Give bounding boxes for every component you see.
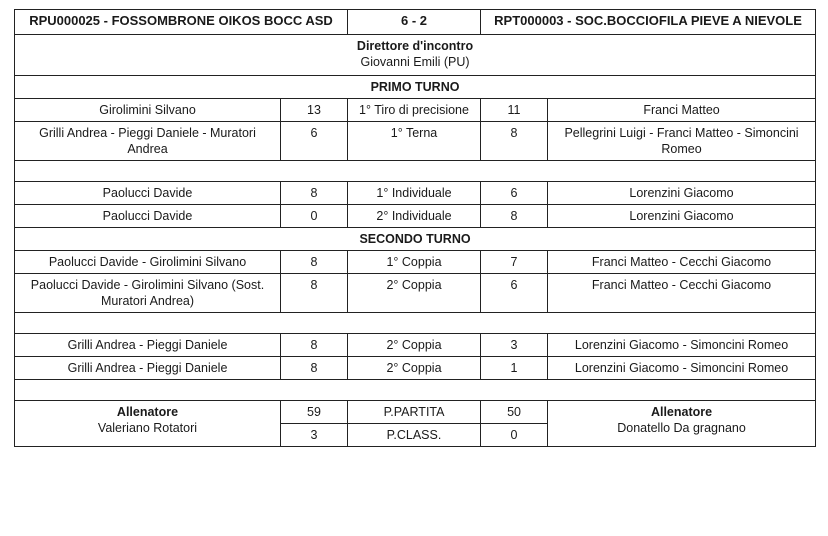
- spacer-cell: [15, 313, 816, 334]
- away-players: Lorenzini Giacomo - Simoncini Romeo: [548, 357, 816, 380]
- director-label: Direttore d'incontro: [356, 39, 474, 53]
- match-header-row: [15, 10, 816, 35]
- away-players: Franci Matteo: [548, 99, 816, 122]
- class-label: P.CLASS.: [348, 424, 481, 447]
- director-name: Giovanni Emili (PU): [360, 55, 470, 69]
- table-row: [15, 334, 816, 357]
- home-team-name: RPU000025 - FOSSOMBRONE OIKOS BOCC ASD: [15, 10, 348, 35]
- table-row: [15, 205, 816, 228]
- away-score: 11: [481, 99, 548, 122]
- game-type: 2° Coppia: [348, 274, 481, 313]
- away-players: Franci Matteo - Cecchi Giacomo: [548, 251, 816, 274]
- away-coach-cell: [548, 401, 816, 447]
- home-score: 6: [281, 122, 348, 161]
- match-score: 6 - 2: [348, 10, 481, 35]
- away-score: 8: [481, 205, 548, 228]
- away-score: 3: [481, 334, 548, 357]
- away-team-name: RPT000003 - SOC.BOCCIOFILA PIEVE A NIEVOLE: [481, 10, 816, 35]
- footer-row-partita: [15, 401, 816, 424]
- away-class-points: 0: [481, 424, 548, 447]
- section-row: [15, 228, 816, 251]
- table-row: [15, 122, 816, 161]
- away-players: Franci Matteo - Cecchi Giacomo: [548, 274, 816, 313]
- spacer-row: [15, 161, 816, 182]
- home-score: 8: [281, 357, 348, 380]
- game-type: 1° Individuale: [348, 182, 481, 205]
- spacer-row: [15, 313, 816, 334]
- director-cell: [15, 35, 816, 76]
- match-report-table: [14, 9, 816, 447]
- home-coach-label: Allenatore: [116, 405, 179, 419]
- home-score: 8: [281, 334, 348, 357]
- table-row: [15, 251, 816, 274]
- section-title-second-turn: SECONDO TURNO: [15, 228, 816, 251]
- home-players: Girolimini Silvano: [15, 99, 281, 122]
- away-score: 8: [481, 122, 548, 161]
- game-type: 1° Coppia: [348, 251, 481, 274]
- away-coach-label: Allenatore: [650, 405, 713, 419]
- table-row: [15, 99, 816, 122]
- away-score: 7: [481, 251, 548, 274]
- home-score: 0: [281, 205, 348, 228]
- director-row: [15, 35, 816, 76]
- away-players: Pellegrini Luigi - Franci Matteo - Simoncini Romeo: [548, 122, 816, 161]
- away-partita-points: 50: [481, 401, 548, 424]
- away-score: 1: [481, 357, 548, 380]
- home-players: Grilli Andrea - Pieggi Daniele: [15, 334, 281, 357]
- home-score: 13: [281, 99, 348, 122]
- away-score: 6: [481, 274, 548, 313]
- home-partita-points: 59: [281, 401, 348, 424]
- away-coach-name: Donatello Da gragnano: [617, 421, 746, 435]
- spacer-row: [15, 380, 816, 401]
- home-coach-name: Valeriano Rotatori: [97, 421, 198, 435]
- away-players: Lorenzini Giacomo - Simoncini Romeo: [548, 334, 816, 357]
- game-type: 1° Tiro di precisione: [348, 99, 481, 122]
- home-players: Grilli Andrea - Pieggi Daniele: [15, 357, 281, 380]
- table-row: [15, 182, 816, 205]
- section-title-first-turn: PRIMO TURNO: [15, 76, 816, 99]
- home-score: 8: [281, 251, 348, 274]
- table-row: [15, 357, 816, 380]
- home-players: Paolucci Davide: [15, 182, 281, 205]
- away-score: 6: [481, 182, 548, 205]
- home-class-points: 3: [281, 424, 348, 447]
- game-type: 2° Individuale: [348, 205, 481, 228]
- game-type: 2° Coppia: [348, 357, 481, 380]
- home-players: Paolucci Davide: [15, 205, 281, 228]
- home-score: 8: [281, 274, 348, 313]
- home-players: Grilli Andrea - Pieggi Daniele - Muratori Andrea: [15, 122, 281, 161]
- spacer-cell: [15, 161, 816, 182]
- section-row: [15, 76, 816, 99]
- home-score: 8: [281, 182, 348, 205]
- partita-label: P.PARTITA: [348, 401, 481, 424]
- home-players: Paolucci Davide - Girolimini Silvano (Sost. Muratori Andrea): [15, 274, 281, 313]
- away-players: Lorenzini Giacomo: [548, 182, 816, 205]
- home-coach-cell: [15, 401, 281, 447]
- spacer-cell: [15, 380, 816, 401]
- game-type: 2° Coppia: [348, 334, 481, 357]
- away-players: Lorenzini Giacomo: [548, 205, 816, 228]
- home-players: Paolucci Davide - Girolimini Silvano: [15, 251, 281, 274]
- game-type: 1° Terna: [348, 122, 481, 161]
- table-row: [15, 274, 816, 313]
